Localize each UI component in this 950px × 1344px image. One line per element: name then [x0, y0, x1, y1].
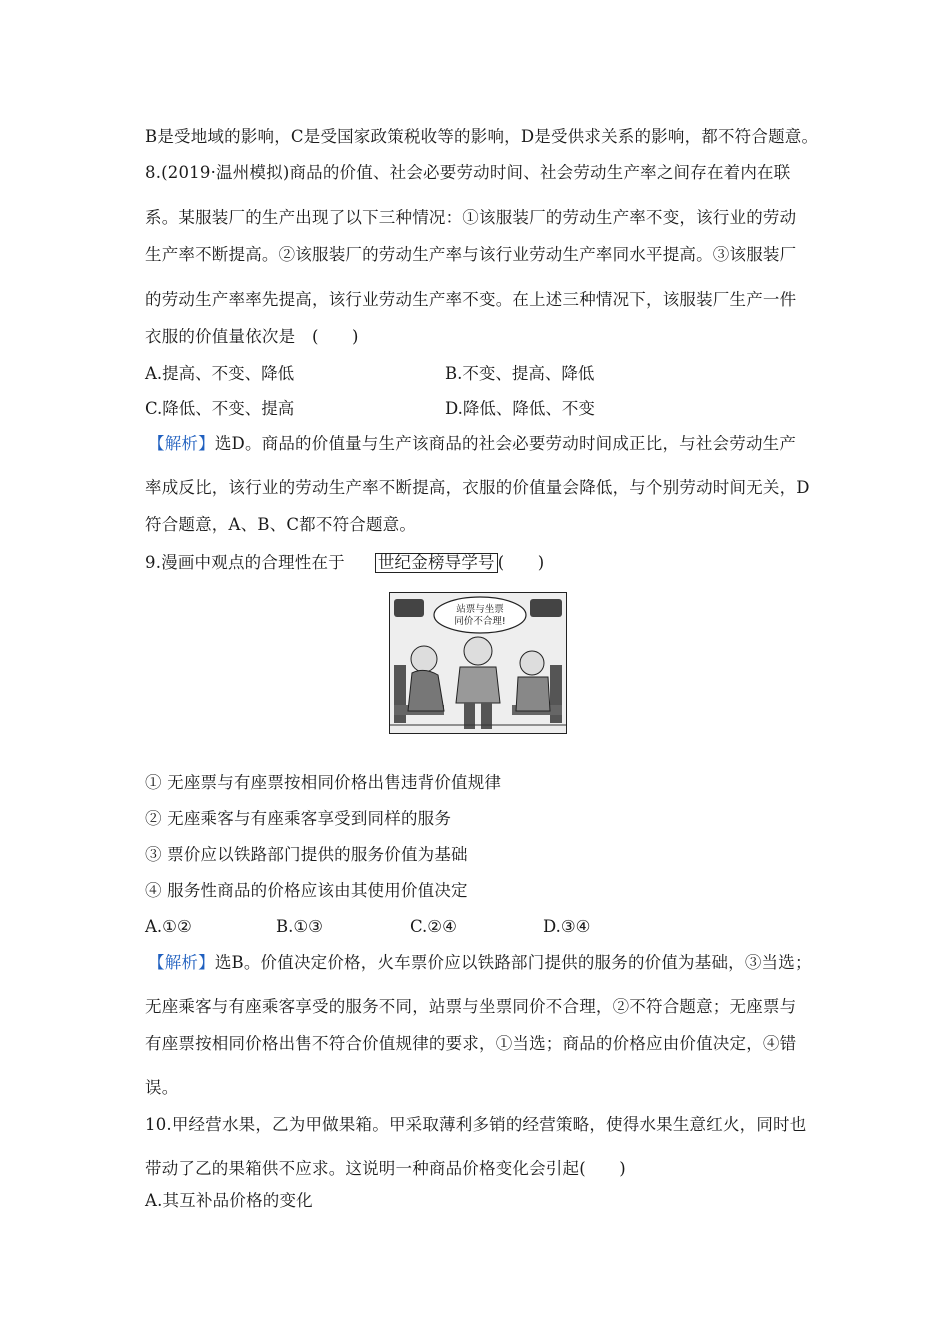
- q8-analysis-text-1: 选D。商品的价值量与生产该商品的社会必要劳动时间成正比，与社会劳动生产: [214, 434, 797, 453]
- q9-cartoon-image: [389, 592, 567, 734]
- q8-option-c: C.降低、不变、提高: [145, 399, 295, 418]
- q9-analysis-text-1: 选B。价值决定价格，火车票价应以铁路部门提供的服务的价值为基础，③当选；: [214, 953, 812, 972]
- q9-statement-1: ① 无座票与有座票按相同价格出售违背价值规律: [145, 773, 502, 792]
- q8-stem-line-5: 衣服的价值量依次是 ( ): [145, 327, 359, 346]
- q9-analysis-tag: 【解析】: [148, 953, 215, 972]
- q8-analysis-line-1: [148, 434, 796, 454]
- q9-statement-3: ③ 票价应以铁路部门提供的服务价值为基础: [145, 845, 468, 864]
- q9-option-d: D.③④: [543, 917, 591, 936]
- q9-analysis-line-3: 有座票按相同价格出售不符合价值规律的要求，①当选；商品的价格应由价值决定，④错: [145, 1034, 797, 1053]
- q9-stem-text: 9.漫画中观点的合理性在于: [145, 553, 345, 572]
- q9-option-b: B.①③: [276, 917, 323, 936]
- q9-analysis-line-2: 无座乘客与有座乘客享受的服务不同，站票与坐票同价不合理，②不符合题意；无座票与: [145, 997, 797, 1016]
- cartoon-drawing: [390, 593, 566, 733]
- q9-boxed-label: 世纪金榜导学号: [375, 553, 498, 573]
- q8-stem-line-3: 生产率不断提高。②该服装厂的劳动生产率与该行业劳动生产率同水平提高。③该服装厂: [145, 245, 797, 264]
- q8-option-b: B.不变、提高、降低: [445, 364, 595, 383]
- q9-analysis-line-4: 误。: [145, 1078, 179, 1097]
- q9-stem: [145, 553, 544, 573]
- q8-stem-line-4: 的劳动生产率率先提高，该行业劳动生产率不变。在上述三种情况下，该服装厂生产一件: [145, 290, 797, 309]
- q8-analysis-line-3: 符合题意，A、B、C都不符合题意。: [145, 515, 417, 534]
- q8-analysis-line-2: 率成反比，该行业的劳动生产率不断提高，衣服的价值量会降低，与个别劳动时间无关，D: [145, 478, 810, 497]
- q8-option-a: A.提高、不变、降低: [145, 364, 295, 383]
- q8-analysis-tag: 【解析】: [148, 434, 215, 453]
- cartoon-bubble-line-1: 站票与坐票: [456, 604, 504, 615]
- q9-option-c: C.②④: [410, 917, 457, 936]
- q8-option-d: D.降低、降低、不变: [445, 399, 595, 418]
- q10-option-a: A.其互补品价格的变化: [145, 1191, 313, 1210]
- q9-paren: ( ): [497, 553, 545, 572]
- q7-analysis-tail: B是受地域的影响，C是受国家政策税收等的影响，D是受供求关系的影响，都不符合题意。: [145, 127, 819, 146]
- q9-statement-2: ② 无座乘客与有座乘客享受到同样的服务: [145, 809, 452, 828]
- q8-stem-line-2: 系。某服装厂的生产出现了以下三种情况：①该服装厂的劳动生产率不变，该行业的劳动: [145, 208, 797, 227]
- q10-stem-line-1: 10.甲经营水果，乙为甲做果箱。甲采取薄利多销的经营策略，使得水果生意红火，同时也: [145, 1115, 807, 1134]
- q9-option-a: A.①②: [145, 917, 192, 936]
- q9-statement-4: ④ 服务性商品的价格应该由其使用价值决定: [145, 881, 468, 900]
- cartoon-bubble-line-2: 同价不合理!: [454, 616, 506, 627]
- q9-analysis-line-1: [148, 953, 812, 973]
- q10-stem-line-2: 带动了乙的果箱供不应求。这说明一种商品价格变化会引起( ): [145, 1159, 626, 1178]
- q8-stem-line-1: 8.(2019·温州模拟)商品的价值、社会必要劳动时间、社会劳动生产率之间存在着内在联: [145, 163, 791, 182]
